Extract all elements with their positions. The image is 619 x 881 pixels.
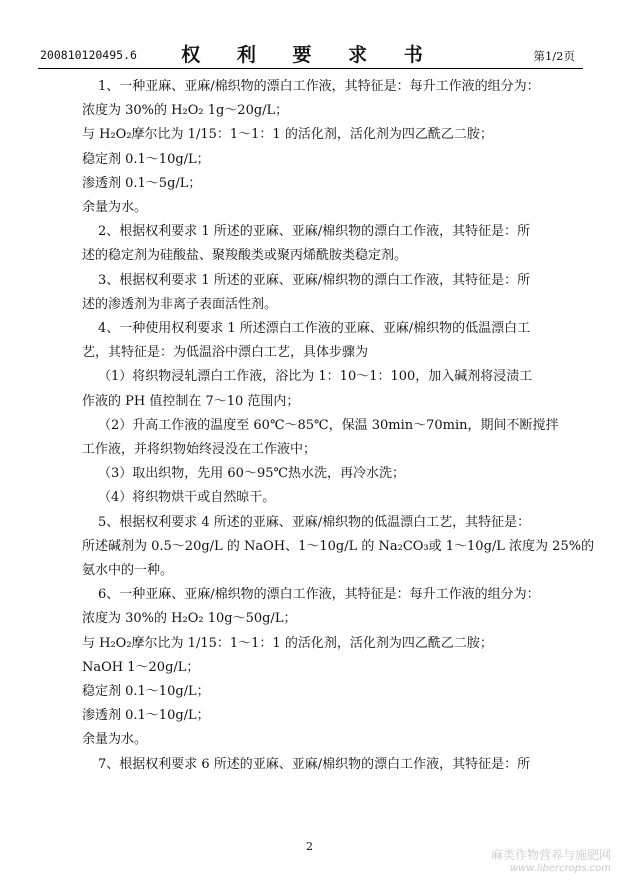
claim-line: 述的稳定剂为硅酸盐、聚羧酸类或聚丙烯酰胺类稳定剂。 [82,248,408,264]
claim-line: 工作液，并将织物始终浸没在工作液中； [82,442,317,458]
application-number: 200810120495.6 [40,48,137,62]
claim-line: 作液的 PH 值控制在 7～10 范围内； [82,393,300,409]
claim-line: 与 H₂O₂摩尔比为 1/15：1～1：1 的活化剂，活化剂为四乙酰乙二胺； [82,127,493,143]
page-indicator: 第1/2页 [533,49,575,63]
claim-line: 渗透剂 0.1～10g/L； [82,708,210,724]
watermark-site-name: 麻类作物营养与施肥网 [490,848,611,862]
claim-line: （1）将织物浸轧漂白工作液，浴比为 1：10～1：100，加入碱剂将浸渍工 [98,369,533,385]
page-title: 权 利 要 求 书 [181,44,438,66]
claim-line: 5、根据权利要求 4 所述的亚麻、亚麻/棉织物的低温漂白工艺，其特征是： [98,514,531,530]
claims-body [82,75,595,777]
claim-line: 稳定剂 0.1～10g/L； [82,684,210,700]
claim-line: （2）升高工作液的温度至 60℃～85℃，保温 30min～70min，期间不断搅拌 [98,417,559,433]
claim-line: 浓度为 30%的 H₂O₂ 10g～50g/L； [82,611,297,627]
claim-line: 艺，其特征是：为低温浴中漂白工艺，具体步骤为 [82,345,369,361]
header-divider [38,68,583,69]
claim-line: 余量为水。 [82,732,148,748]
claim-line: 3、根据权利要求 1 所述的亚麻、亚麻/棉织物的漂白工作液，其特征是：所 [98,272,531,288]
site-watermark [491,848,611,876]
claim-line: 氨水中的一种。 [82,563,174,579]
claim-line: 4、一种使用权利要求 1 所述漂白工作液的亚麻、亚麻/棉织物的低温漂白工 [98,321,531,337]
claim-line: 渗透剂 0.1～5g/L； [82,175,202,191]
page-number: 2 [306,840,313,853]
claim-line: 2、根据权利要求 1 所述的亚麻、亚麻/棉织物的漂白工作液，其特征是：所 [98,224,531,240]
claim-line: 7、根据权利要求 6 所述的亚麻、亚麻/棉织物的漂白工作液，其特征是：所 [98,756,531,772]
claim-line: （3）取出织物，先用 60～95℃热水洗，再冷水洗； [98,466,406,482]
claim-line: 浓度为 30%的 H₂O₂ 1g～20g/L； [82,103,289,119]
claim-line: （4）将织物烘干或自然晾干。 [98,490,276,506]
claim-line: 稳定剂 0.1～10g/L； [82,151,210,167]
claim-line: NaOH 1～20g/L； [82,659,200,675]
claim-line: 所述碱剂为 0.5～20g/L 的 NaOH、1～10g/L 的 Na₂CO₃或 1～10g/L 浓度为 25%的 [82,538,595,554]
claim-line: 与 H₂O₂摩尔比为 1/15：1～1：1 的活化剂，活化剂为四乙酰乙二胺； [82,635,493,651]
claim-line: 余量为水。 [82,200,148,216]
claim-line: 1、一种亚麻、亚麻/棉织物的漂白工作液，其特征是：每升工作液的组分为： [98,79,540,94]
claim-line: 述的渗透剂为非离子表面活性剂。 [82,296,278,312]
watermark-site-url: www.libercrops.com [509,863,611,874]
claim-line: 6、一种亚麻、亚麻/棉织物的漂白工作液，其特征是：每升工作液的组分为： [98,587,540,603]
